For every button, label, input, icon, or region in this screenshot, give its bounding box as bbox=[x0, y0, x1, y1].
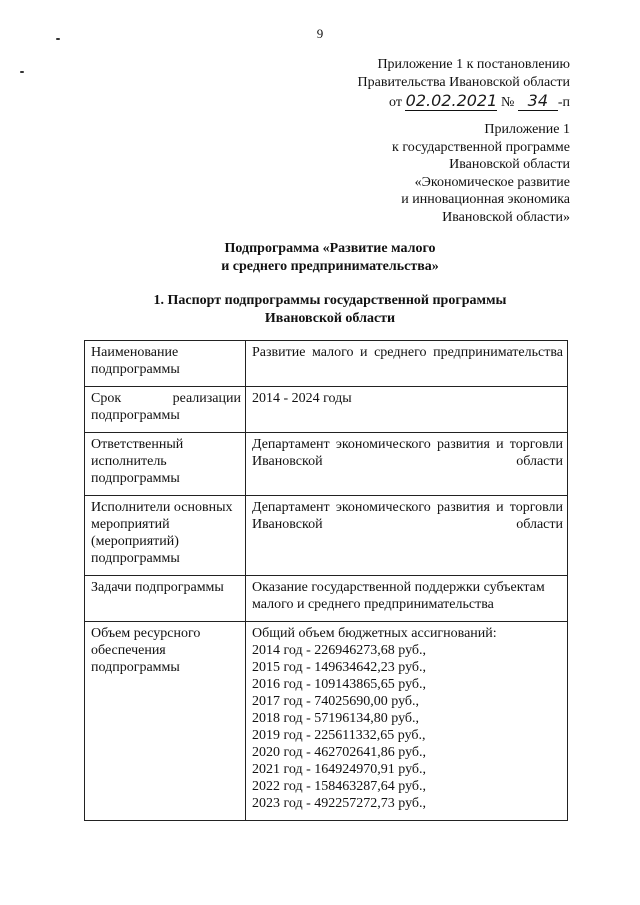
appendix-resolution-line-1: Приложение 1 к постановлению bbox=[377, 57, 570, 72]
page-number: 9 bbox=[316, 26, 324, 41]
row-label: Исполнители основных мероприятий (мероприятий) подпрограммы bbox=[85, 496, 246, 576]
passport-title bbox=[0, 292, 640, 328]
number-suffix: -п bbox=[557, 95, 570, 110]
budget-line: 2016 год - 109143865,65 руб., bbox=[252, 677, 427, 692]
resolution-number: 34 bbox=[518, 92, 558, 111]
budget-line: 2019 год - 225611332,65 руб., bbox=[252, 728, 426, 743]
budget-line: 2020 год - 462702641,86 руб., bbox=[252, 745, 427, 760]
passport-title-line-2: Ивановской области bbox=[264, 311, 396, 326]
budget-line: 2015 год - 149634642,23 руб., bbox=[252, 660, 427, 675]
budget-line: 2018 год - 57196134,80 руб., bbox=[252, 711, 420, 726]
passport-title-line-1: 1. Паспорт подпрограммы государственной программы bbox=[153, 293, 507, 308]
scan-speck bbox=[20, 71, 24, 73]
row-value: 2014 - 2024 годы bbox=[246, 387, 568, 433]
budget-line: 2017 год - 74025690,00 руб., bbox=[252, 694, 420, 709]
appendix-program-line: и инновационная экономика bbox=[401, 192, 570, 207]
budget-line: 2021 год - 164924970,91 руб., bbox=[252, 762, 427, 777]
row-label: Ответственный исполнитель подпрограммы bbox=[85, 433, 246, 496]
row-value: Оказание государственной поддержки субъектам малого и среднего предпринимательства bbox=[246, 576, 568, 622]
budget-line: 2014 год - 226946273,68 руб., bbox=[252, 643, 427, 658]
row-value-budget bbox=[246, 622, 568, 821]
budget-intro: Общий объем бюджетных ассигнований: bbox=[252, 626, 497, 641]
appendix-resolution-line-2: Правительства Ивановской области bbox=[357, 75, 570, 90]
row-value: Развитие малого и среднего предпринимательства bbox=[246, 341, 568, 387]
subprogram-title bbox=[0, 240, 640, 276]
row-label: Наименование подпрограммы bbox=[85, 341, 246, 387]
table-row bbox=[85, 576, 568, 622]
budget-line: 2023 год - 492257272,73 руб., bbox=[252, 796, 427, 811]
appendix-resolution-date-line bbox=[270, 92, 570, 112]
row-value: Департамент экономического развития и торговли Ивановской области bbox=[246, 496, 568, 576]
scan-speck bbox=[56, 38, 60, 40]
row-label: Срок реализации подпрограммы bbox=[85, 387, 246, 433]
row-value: Департамент экономического развития и торговли Ивановской области bbox=[246, 433, 568, 496]
row-label: Задачи подпрограммы bbox=[85, 576, 246, 622]
appendix-program-block bbox=[290, 121, 570, 226]
date-prefix: от bbox=[389, 95, 402, 110]
table-row bbox=[85, 496, 568, 576]
resolution-date: 02.02.2021 bbox=[405, 91, 498, 110]
budget-line: 2022 год - 158463287,64 руб., bbox=[252, 779, 427, 794]
table-row bbox=[85, 622, 568, 821]
row-label: Объем ресурсного обеспечения подпрограммы bbox=[85, 622, 246, 821]
appendix-program-line: «Экономическое развитие bbox=[414, 174, 570, 190]
subprogram-title-line-1: Подпрограмма «Развитие малого bbox=[224, 241, 436, 256]
appendix-program-line: Ивановской области bbox=[449, 157, 570, 172]
appendix-program-line: Ивановской области» bbox=[442, 209, 570, 225]
appendix-program-line: Приложение 1 bbox=[484, 122, 570, 137]
table-row bbox=[85, 433, 568, 496]
table-row bbox=[85, 387, 568, 433]
table-row bbox=[85, 341, 568, 387]
passport-table bbox=[84, 340, 568, 821]
appendix-resolution-block bbox=[270, 56, 570, 112]
number-prefix: № bbox=[500, 95, 515, 110]
appendix-program-line: к государственной программе bbox=[392, 139, 570, 155]
subprogram-title-line-2: и среднего предпринимательства» bbox=[221, 259, 439, 274]
